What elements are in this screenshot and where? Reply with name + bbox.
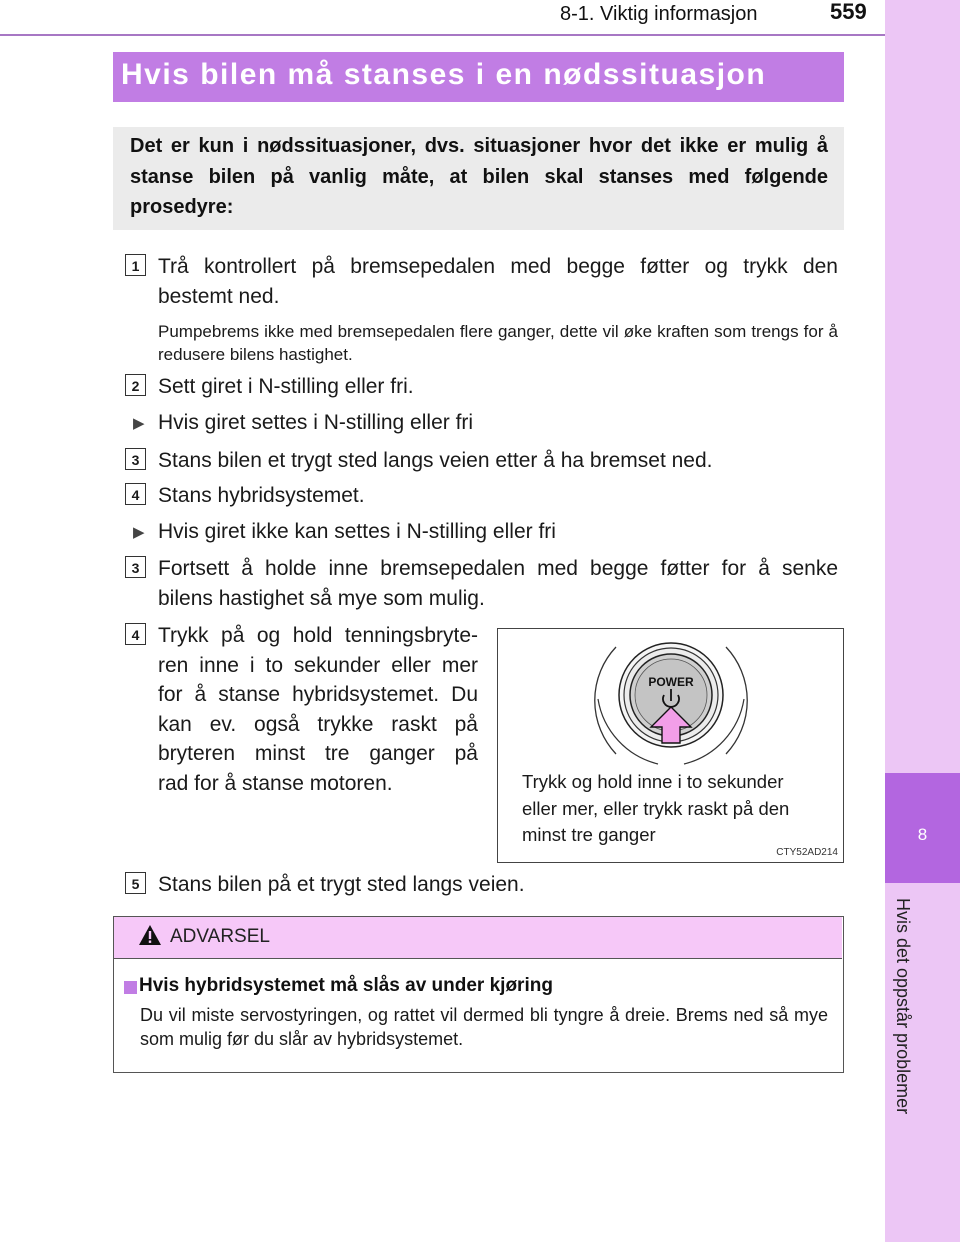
step-1-note: Pumpebrems ikke med bremsepedalen flere ganger, dette vil øke kraften som trengs for å redusere bilens hastighet. (158, 322, 838, 364)
warning-body: Du vil miste servostyringen, og rattet vil dermed bli tyngre å dreie. Brems ned så mye som mulig før du slår av hybridsystemet. (140, 1005, 828, 1049)
case-a-title: Hvis giret settes i N-stilling eller fri (158, 411, 474, 434)
chapter-number: 8 (917, 825, 928, 844)
page-title: Hvis bilen må stanses i en nødssituasjon (121, 58, 767, 91)
power-button-figure (497, 628, 844, 863)
step-3b-line-1: Fortsett å holde inne bremsepedalen med begge føtter for å senke (158, 557, 838, 580)
warning-box (113, 916, 844, 1073)
step-3b-line-2: bilens hastighet så mye som mulig. (158, 586, 485, 610)
figure-code: CTY52AD214 (776, 847, 838, 858)
step-4b-line: kan ev. også trykke raskt på (158, 712, 478, 736)
step-number: 4 (125, 623, 146, 645)
intro-box (113, 127, 844, 230)
step-2-text: Sett giret i N-stilling eller fri. (158, 375, 414, 398)
warning-title: ADVARSEL (170, 926, 270, 947)
chapter-tab[interactable] (885, 773, 960, 883)
section-heading: 8-1. Viktig informasjon (560, 3, 758, 25)
page-number: 559 (830, 0, 867, 24)
bullet-square-icon (124, 981, 137, 994)
step-3b-text (158, 554, 838, 613)
step-number: 3 (125, 556, 146, 578)
figure-caption: Trykk og hold inne i to sekunder eller mer, eller trykk raskt på den minst tre ganger (522, 771, 790, 845)
step-3a-text: Stans bilen et trygt sted langs veien etter å ha bremset ned. (158, 449, 713, 472)
step-4b-line: rad for å stanse motoren. (158, 771, 393, 795)
step-1-text (158, 252, 838, 311)
case-b-title: Hvis giret ikke kan settes i N-stilling eller fri (158, 520, 556, 543)
step-4b-line: for å stanse hybridsystemet. Du (158, 683, 478, 706)
warning-subtitle: Hvis hybridsystemet må slås av under kjøring (139, 975, 553, 996)
intro-text: Det er kun i nødssituasjoner, dvs. situasjoner hvor det ikke er mulig å stanse bilen på vanlig måte, at bilen skal stanses med følgende prosedyre: (130, 135, 828, 218)
step-number: 3 (125, 448, 146, 470)
step-number: 1 (125, 254, 146, 276)
step-4a-text: Stans hybridsystemet. (158, 484, 365, 507)
case-marker-icon: ▶ (133, 524, 145, 541)
case-marker-icon: ▶ (133, 415, 145, 432)
step-number: 4 (125, 483, 146, 505)
step-number: 2 (125, 374, 146, 396)
power-label: POWER (648, 675, 694, 689)
header-divider (0, 34, 885, 36)
step-4b-line: Trykk på og hold tenningsbryte- (158, 624, 478, 647)
page-title-bar (113, 52, 844, 102)
warning-icon (138, 924, 162, 946)
step-1-line-1: Trå kontrollert på bremsepedalen med begge føtter og trykk den (158, 255, 838, 278)
warning-header (114, 917, 842, 959)
step-4b-line: ren inne i to sekunder eller mer (158, 653, 478, 677)
step-number: 5 (125, 872, 146, 894)
chapter-title: Hvis det oppstår problemer (893, 898, 913, 1115)
step-4b-line: bryteren minst tre ganger på (158, 742, 478, 765)
step-4b-text (158, 621, 478, 798)
step-1-line-2: bestemt ned. (158, 284, 280, 308)
step-5-text: Stans bilen på et trygt sted langs veien. (158, 873, 525, 896)
sidebar-top (885, 0, 960, 773)
